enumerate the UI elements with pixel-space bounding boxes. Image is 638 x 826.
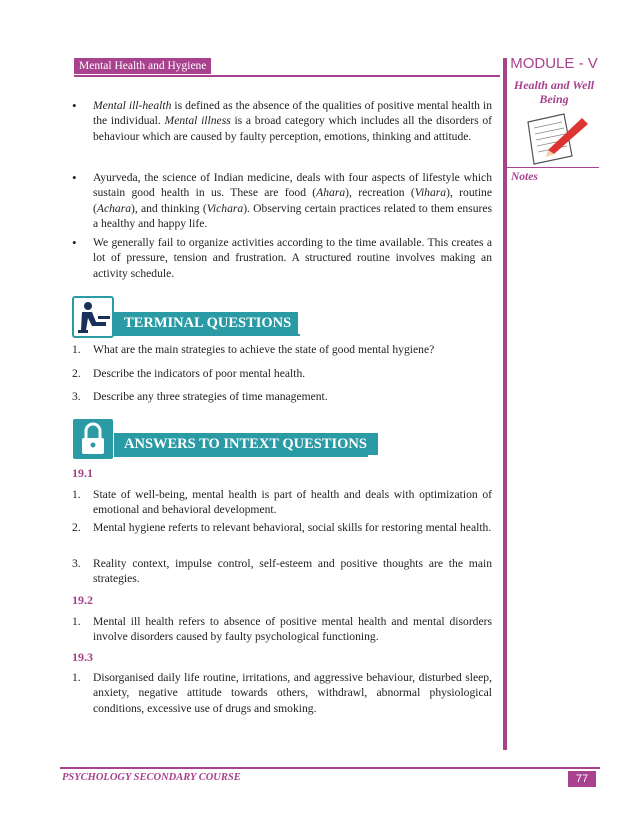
chapter-title: Mental Health and Hygiene: [74, 58, 211, 74]
module-subject: [510, 78, 598, 106]
answer-group-heading: 19.1: [72, 466, 93, 480]
bullet-item: • Ayurveda, the science of Indian medicine, deals with four aspects of lifestyle which sustain good health in us. These are food (Ahara), recreation (Vihara), routine (Achara), and thinking (Vichara). Observing certain practices related to them ensures a healthy and happy life.: [72, 170, 493, 231]
list-item: 1. Disorganised daily life routine, irritations, and aggressive behaviour, disturbed sleep, anxiety, negative attitude towards others, withdrawl, abnormal physiological conditions, excessive use of drugs and smoking.: [72, 671, 492, 715]
notes-label: Notes: [511, 171, 538, 183]
notepad-pencil-icon: [520, 110, 590, 171]
person-writing-icon: [72, 296, 114, 338]
answer-group-heading: 19.2: [72, 593, 93, 607]
bullet-text: Ayurveda, the science of Indian medicine, deals with four aspects of lifestyle which sustain good health in us. These are food (Ahara), recreation (Vihara), routine (Achara), and thinking (Vichara). Observing certain practices related to them ensures a healthy and happy life.: [93, 171, 493, 231]
list-item: 2. Describe the indicators of poor mental health.: [72, 367, 306, 380]
list-item: 3. Reality context, impulse control, self-esteem and positive thoughts are the main strategies.: [72, 557, 492, 586]
list-item: 3. Describe any three strategies of time management.: [72, 390, 328, 403]
bullet-item: • We generally fail to organize activities according to the time available. This creates a lot of pressure, tension and frustration. A structured routine involves making an activity schedule.: [72, 235, 492, 280]
bullet-text: We generally fail to organize activities according to the time available. This creates a lot of pressure, tension and frustration. A structured routine involves making an activity schedule.: [93, 236, 492, 280]
module-subject-line2: Being: [539, 92, 569, 106]
page-number: 77: [568, 771, 596, 787]
list-item: 1. State of well-being, mental health is part of health and deals with optimization of emotional and behavioral development.: [72, 488, 492, 517]
terminal-questions-rule: [114, 334, 300, 336]
answers-rule: [114, 455, 368, 457]
list-item: 1. Mental ill health refers to absence of positive mental health and mental disorders involve disorders caused by faulty psychological functioning.: [72, 615, 492, 644]
notes-rule: [507, 167, 599, 168]
terminal-questions-title: TERMINAL QUESTIONS: [114, 312, 298, 334]
header-rule: [74, 75, 500, 77]
bullet-item: • Mental ill-health is defined as the absence of the qualities of positive mental health in the individual. Mental illness is a broad category which includes all the disorders of behaviour which are caused by faulty perception, emotions, thinking and attitude.: [72, 98, 493, 143]
answers-title: ANSWERS TO INTEXT QUESTIONS: [114, 433, 378, 455]
answer-group-heading: 19.3: [72, 650, 93, 664]
course-title: PSYCHOLOGY SECONDARY COURSE: [62, 772, 241, 783]
bullet-text: Mental ill-health is defined as the absence of the qualities of positive mental health in the individual. Mental illness is a broad category which includes all the disorders of behaviour which are caused by faulty perception, emotions, thinking and attitude.: [93, 99, 493, 143]
module-subject-line1: Health and Well: [513, 78, 595, 92]
lock-icon: [72, 418, 114, 460]
sidebar-rule: [503, 58, 507, 750]
list-item: 2. Mental hygiene referts to relevant behavioral, social skills for restoring mental health.: [72, 521, 492, 534]
module-label: MODULE - V: [510, 55, 598, 72]
list-item: 1. What are the main strategies to achieve the state of good mental hygiene?: [72, 343, 435, 356]
footer-rule: [60, 767, 600, 769]
